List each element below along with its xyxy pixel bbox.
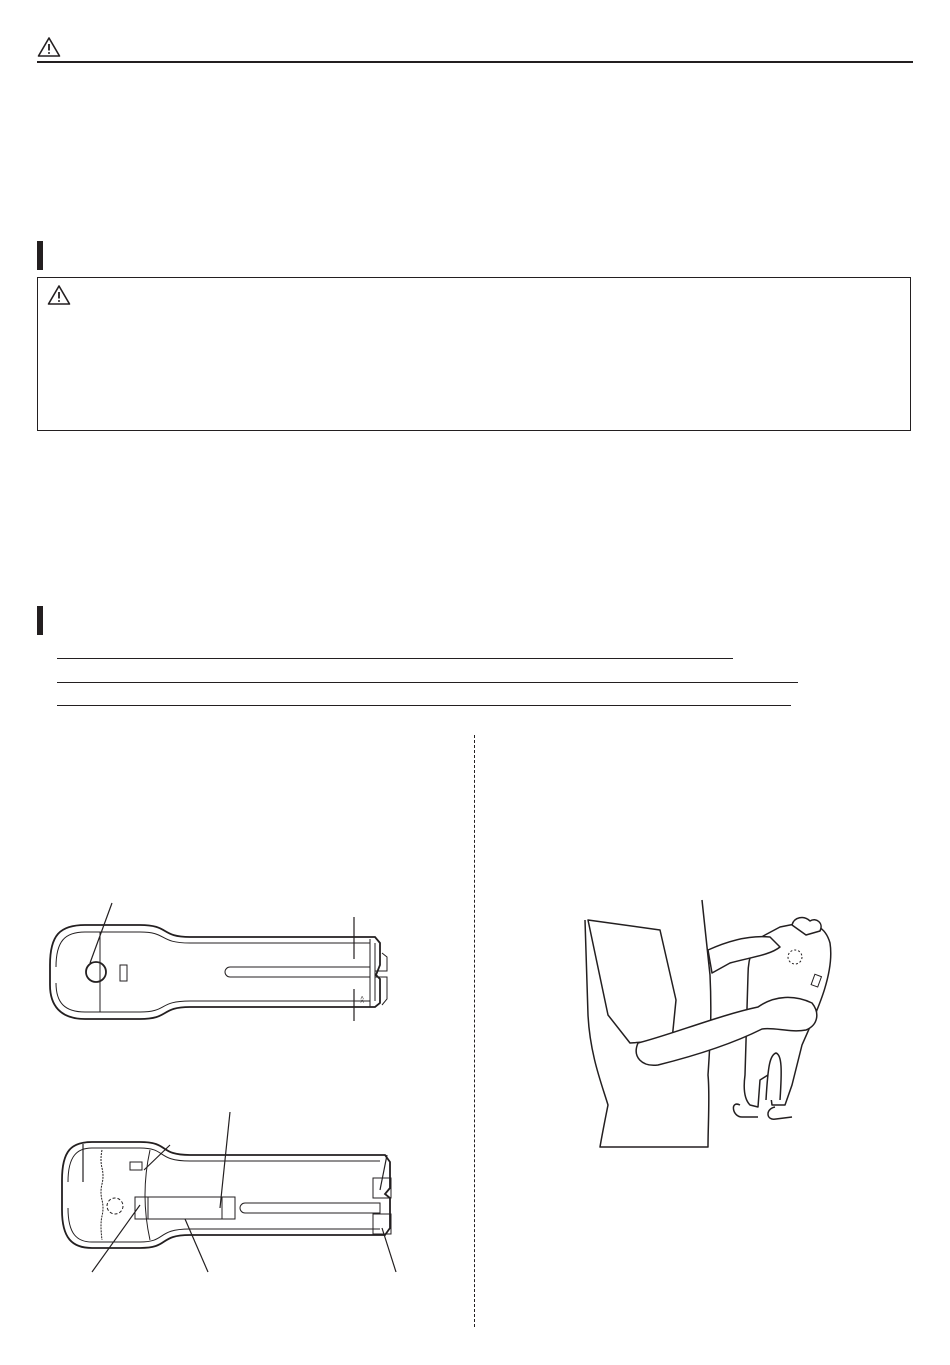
- header-rule: [37, 61, 913, 63]
- section-marker: [37, 606, 43, 635]
- warning-box: [37, 277, 911, 431]
- svg-text:<<: <<: [358, 996, 364, 1004]
- harness-top-view: [40, 895, 400, 1025]
- section-marker: [37, 241, 43, 270]
- underline: [57, 705, 791, 706]
- person-wearing-harness: [580, 895, 850, 1155]
- column-divider: [474, 735, 475, 1327]
- underline: [57, 682, 798, 683]
- warning-triangle-icon: [47, 284, 71, 306]
- harness-bottom-view: [40, 1110, 410, 1280]
- underline: [57, 658, 733, 659]
- warning-triangle-icon: [37, 36, 61, 58]
